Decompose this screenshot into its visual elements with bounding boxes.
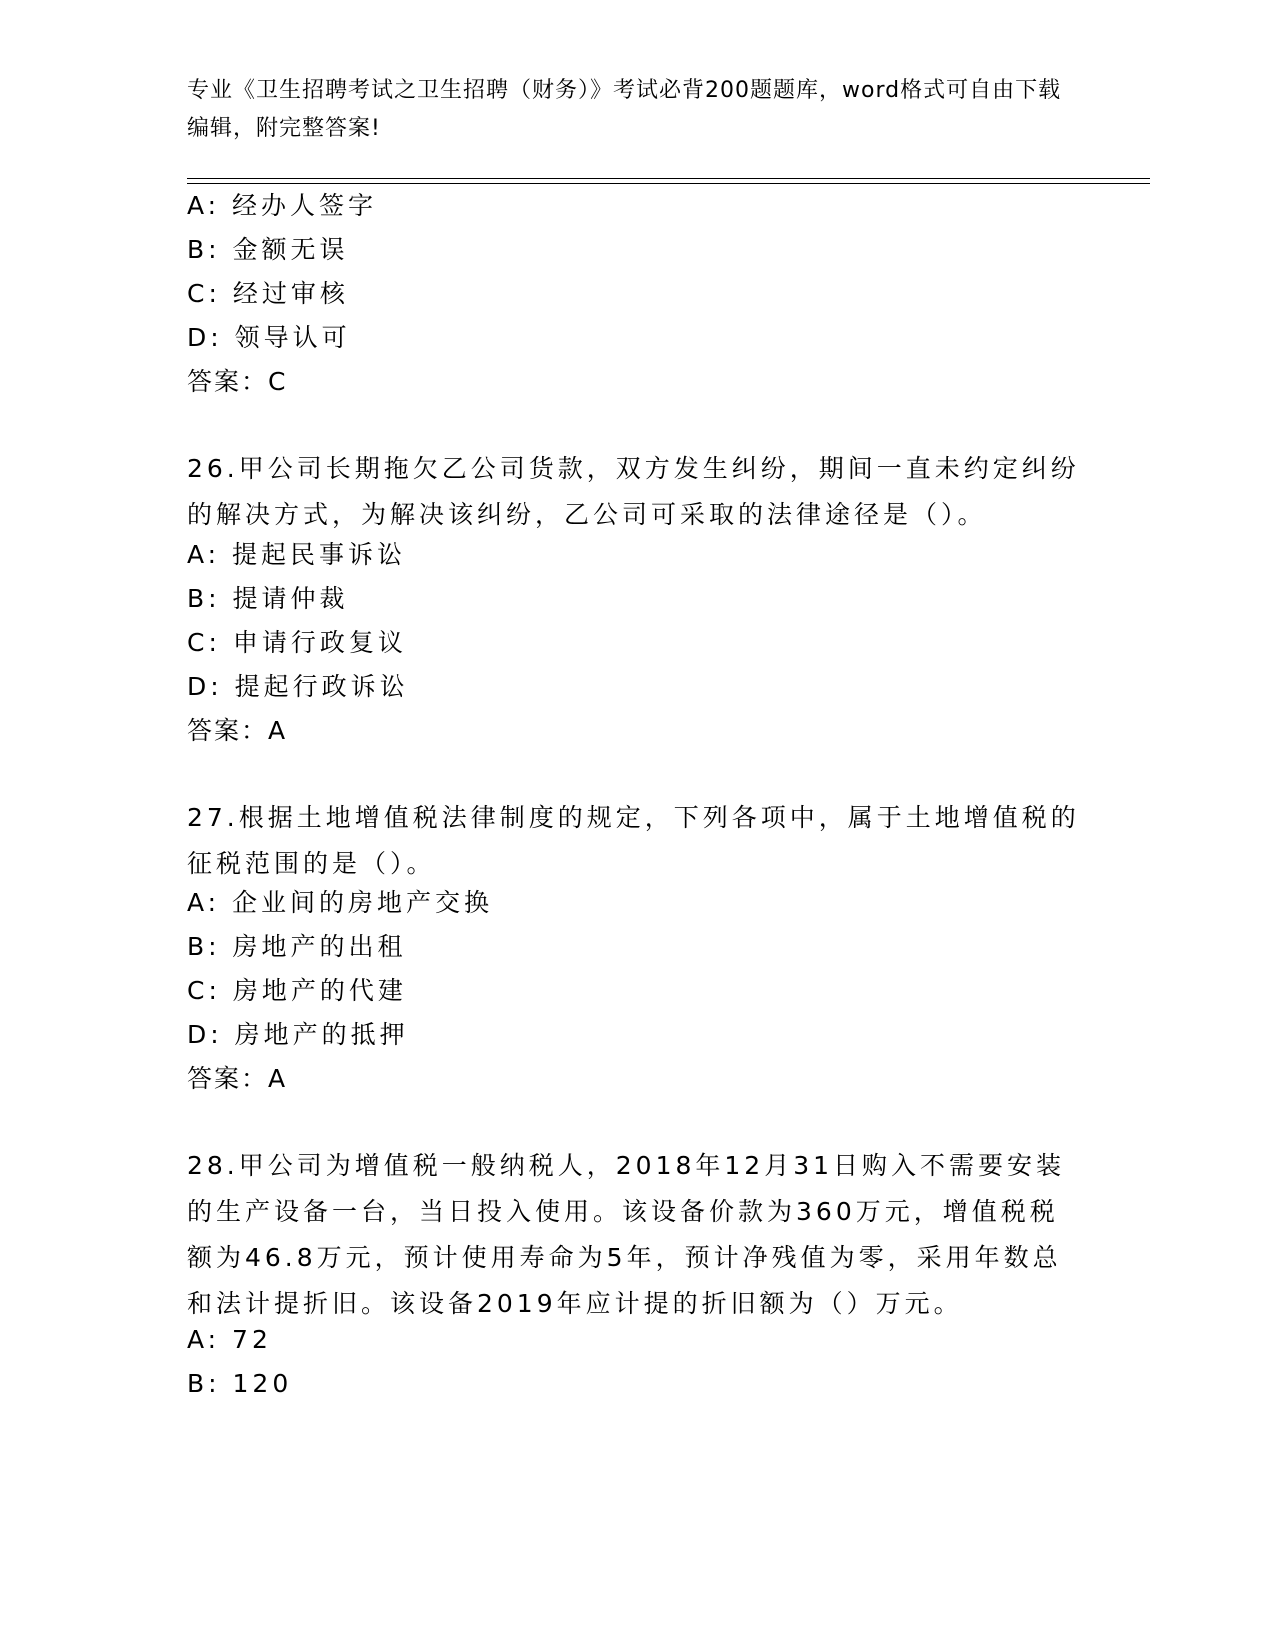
q26-answer: 答案：A [187,716,288,745]
q27-option-d: D: 房地产的抵押 [187,1020,409,1049]
q26-option-a: A: 提起民事诉讼 [187,540,407,569]
q27-question: 27.根据土地增值税法律制度的规定，下列各项中，属于土地增值税的征税范围的是（）。 [187,803,1080,878]
q25-option-b: B: 金额无误 [187,235,349,264]
q27-option-c: C: 房地产的代建 [187,976,407,1005]
q26-option-c: C: 申请行政复议 [187,628,407,657]
header-divider-top [187,178,1150,179]
q26-question: 26.甲公司长期拖欠乙公司货款，双方发生纠纷，期间一直未约定纠纷的解决方式，为解决该纠纷，乙公司可采取的法律途径是（）。 [187,454,1080,529]
q25-option-d: D: 领导认可 [187,323,351,352]
q25-option-c: C: 经过审核 [187,279,349,308]
q28-option-a: A: 72 [187,1325,272,1354]
document-header: 专业《卫生招聘考试之卫生招聘（财务）》考试必背200题题库，word格式可自由下载编辑，附完整答案! [187,78,1062,141]
q28-question: 28.甲公司为增值税一般纳税人，2018年12月31日购入不需要安装的生产设备一台，当日投入使用。该设备价款为360万元，增值税税额为46.8万元，预计使用寿命为5年，预计净残值为零，采用年数总和法计提折旧。该设备2019年应计提的折旧额为（）万元。 [187,1151,1066,1318]
q28-option-b: B: 120 [187,1369,293,1398]
q27-answer: 答案：A [187,1064,288,1093]
q26-option-b: B: 提请仲裁 [187,584,349,613]
q27-option-b: B: 房地产的出租 [187,932,407,961]
header-divider-bottom [187,183,1150,184]
q25-answer: 答案：C [187,367,288,396]
q26-option-d: D: 提起行政诉讼 [187,672,409,701]
q25-option-a: A: 经办人签字 [187,191,378,220]
q27-option-a: A: 企业间的房地产交换 [187,888,494,917]
